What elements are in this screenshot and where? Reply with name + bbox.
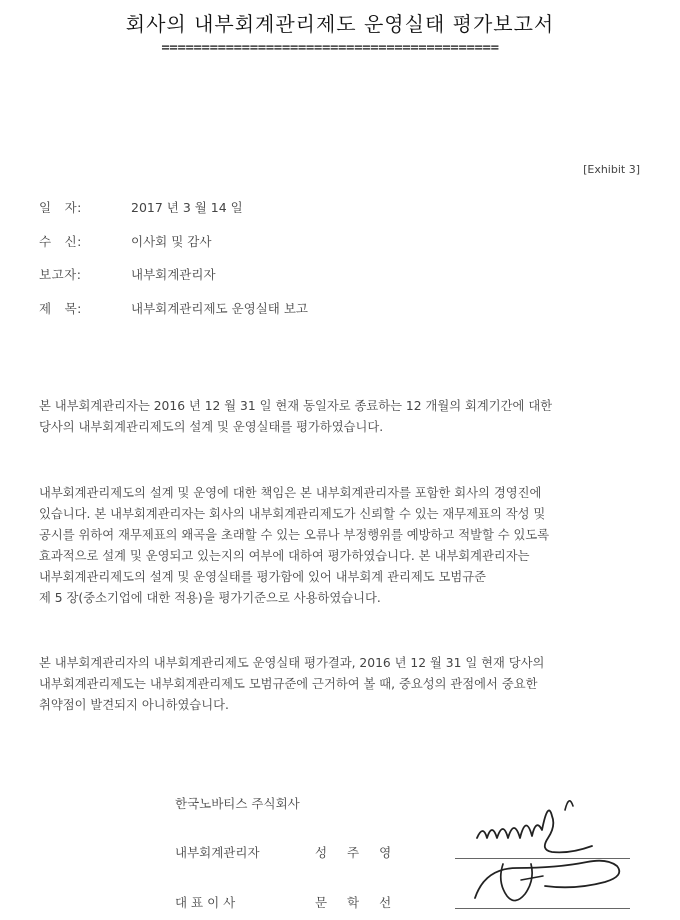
- meta-date-row: [39, 198, 243, 216]
- meta-recipient-value: 이사회 및 감사: [131, 234, 212, 249]
- paragraph-line: 있습니다. 본 내부회계관리자는 회사의 내부회계관리제도가 신뢰할 수 있는 재무제표의 작성 및: [39, 507, 546, 521]
- officer-row-ceo: [175, 893, 399, 911]
- report-title: 회사의 내부회계관리제도 운영실태 평가보고서: [125, 12, 555, 36]
- body-paragraph-3: [39, 653, 639, 716]
- paragraph-line: 본 내부회계관리자는 2016 년 12 월 31 일 현재 동일자로 종료하는 12 개월의 회계기간에 대한: [39, 399, 553, 413]
- paragraph-line: 내부회계관리제도는 내부회계관리제도 모범규준에 근거하여 볼 때, 중요성의 관점에서 중요한: [39, 677, 538, 691]
- paragraph-line: 당사의 내부회계관리제도의 설계 및 운영실태를 평가하였습니다.: [39, 420, 384, 434]
- title-underline: ==========================================: [161, 40, 499, 56]
- meta-date-value: 2017 년 3 월 14 일: [131, 200, 243, 215]
- meta-reporter-value: 내부회계관리자: [131, 267, 216, 282]
- exhibit-label: [Exhibit 3]: [583, 163, 640, 176]
- body-paragraph-2: [39, 483, 639, 609]
- paragraph-line: 본 내부회계관리자의 내부회계관리제도 운영실태 평가결과, 2016 년 12 월 31 일 현재 당사의: [39, 656, 545, 670]
- paragraph-line: 공시를 위하여 재무제표의 왜곡을 초래할 수 있는 오류나 부정행위를 예방하고 적발할 수 있도록: [39, 528, 550, 542]
- company-name: 한국노바티스 주식회사: [175, 796, 300, 811]
- meta-reporter-label: 보고자:: [39, 267, 82, 282]
- officer-role: 대 표 이 사: [175, 895, 236, 910]
- paragraph-line: 내부회계관리제도의 설계 및 운영실태를 평가함에 있어 내부회계 관리제도 모범규준: [39, 570, 487, 584]
- officer-name: 성 주 영: [315, 845, 400, 860]
- meta-reporter-row: [39, 265, 216, 283]
- paragraph-line: 취약점이 발견되지 아니하였습니다.: [39, 698, 229, 712]
- meta-subject-row: [39, 299, 308, 317]
- paragraph-line: 제 5 장(중소기업에 대한 적용)을 평가기준으로 사용하였습니다.: [39, 591, 381, 605]
- paragraph-line: 내부회계관리제도의 설계 및 운영에 대한 책임은 본 내부회계관리자를 포함한 회사의 경영진에: [39, 486, 542, 500]
- officer-row-internal-accounting: [175, 843, 399, 861]
- officer-role: 내부회계관리자: [175, 845, 260, 860]
- meta-subject-label: 제 목:: [39, 301, 82, 316]
- meta-date-label: 일 자:: [39, 200, 82, 215]
- paragraph-line: 효과적으로 설계 및 운영되고 있는지의 여부에 대하여 평가하였습니다. 본 내부회계관리자는: [39, 549, 530, 563]
- meta-subject-value: 내부회계관리제도 운영실태 보고: [131, 301, 308, 316]
- officer-name: 문 학 선: [315, 895, 400, 910]
- handwritten-signature: [455, 790, 635, 910]
- meta-recipient-row: [39, 232, 211, 250]
- meta-recipient-label: 수 신:: [39, 234, 82, 249]
- body-paragraph-1: [39, 396, 639, 438]
